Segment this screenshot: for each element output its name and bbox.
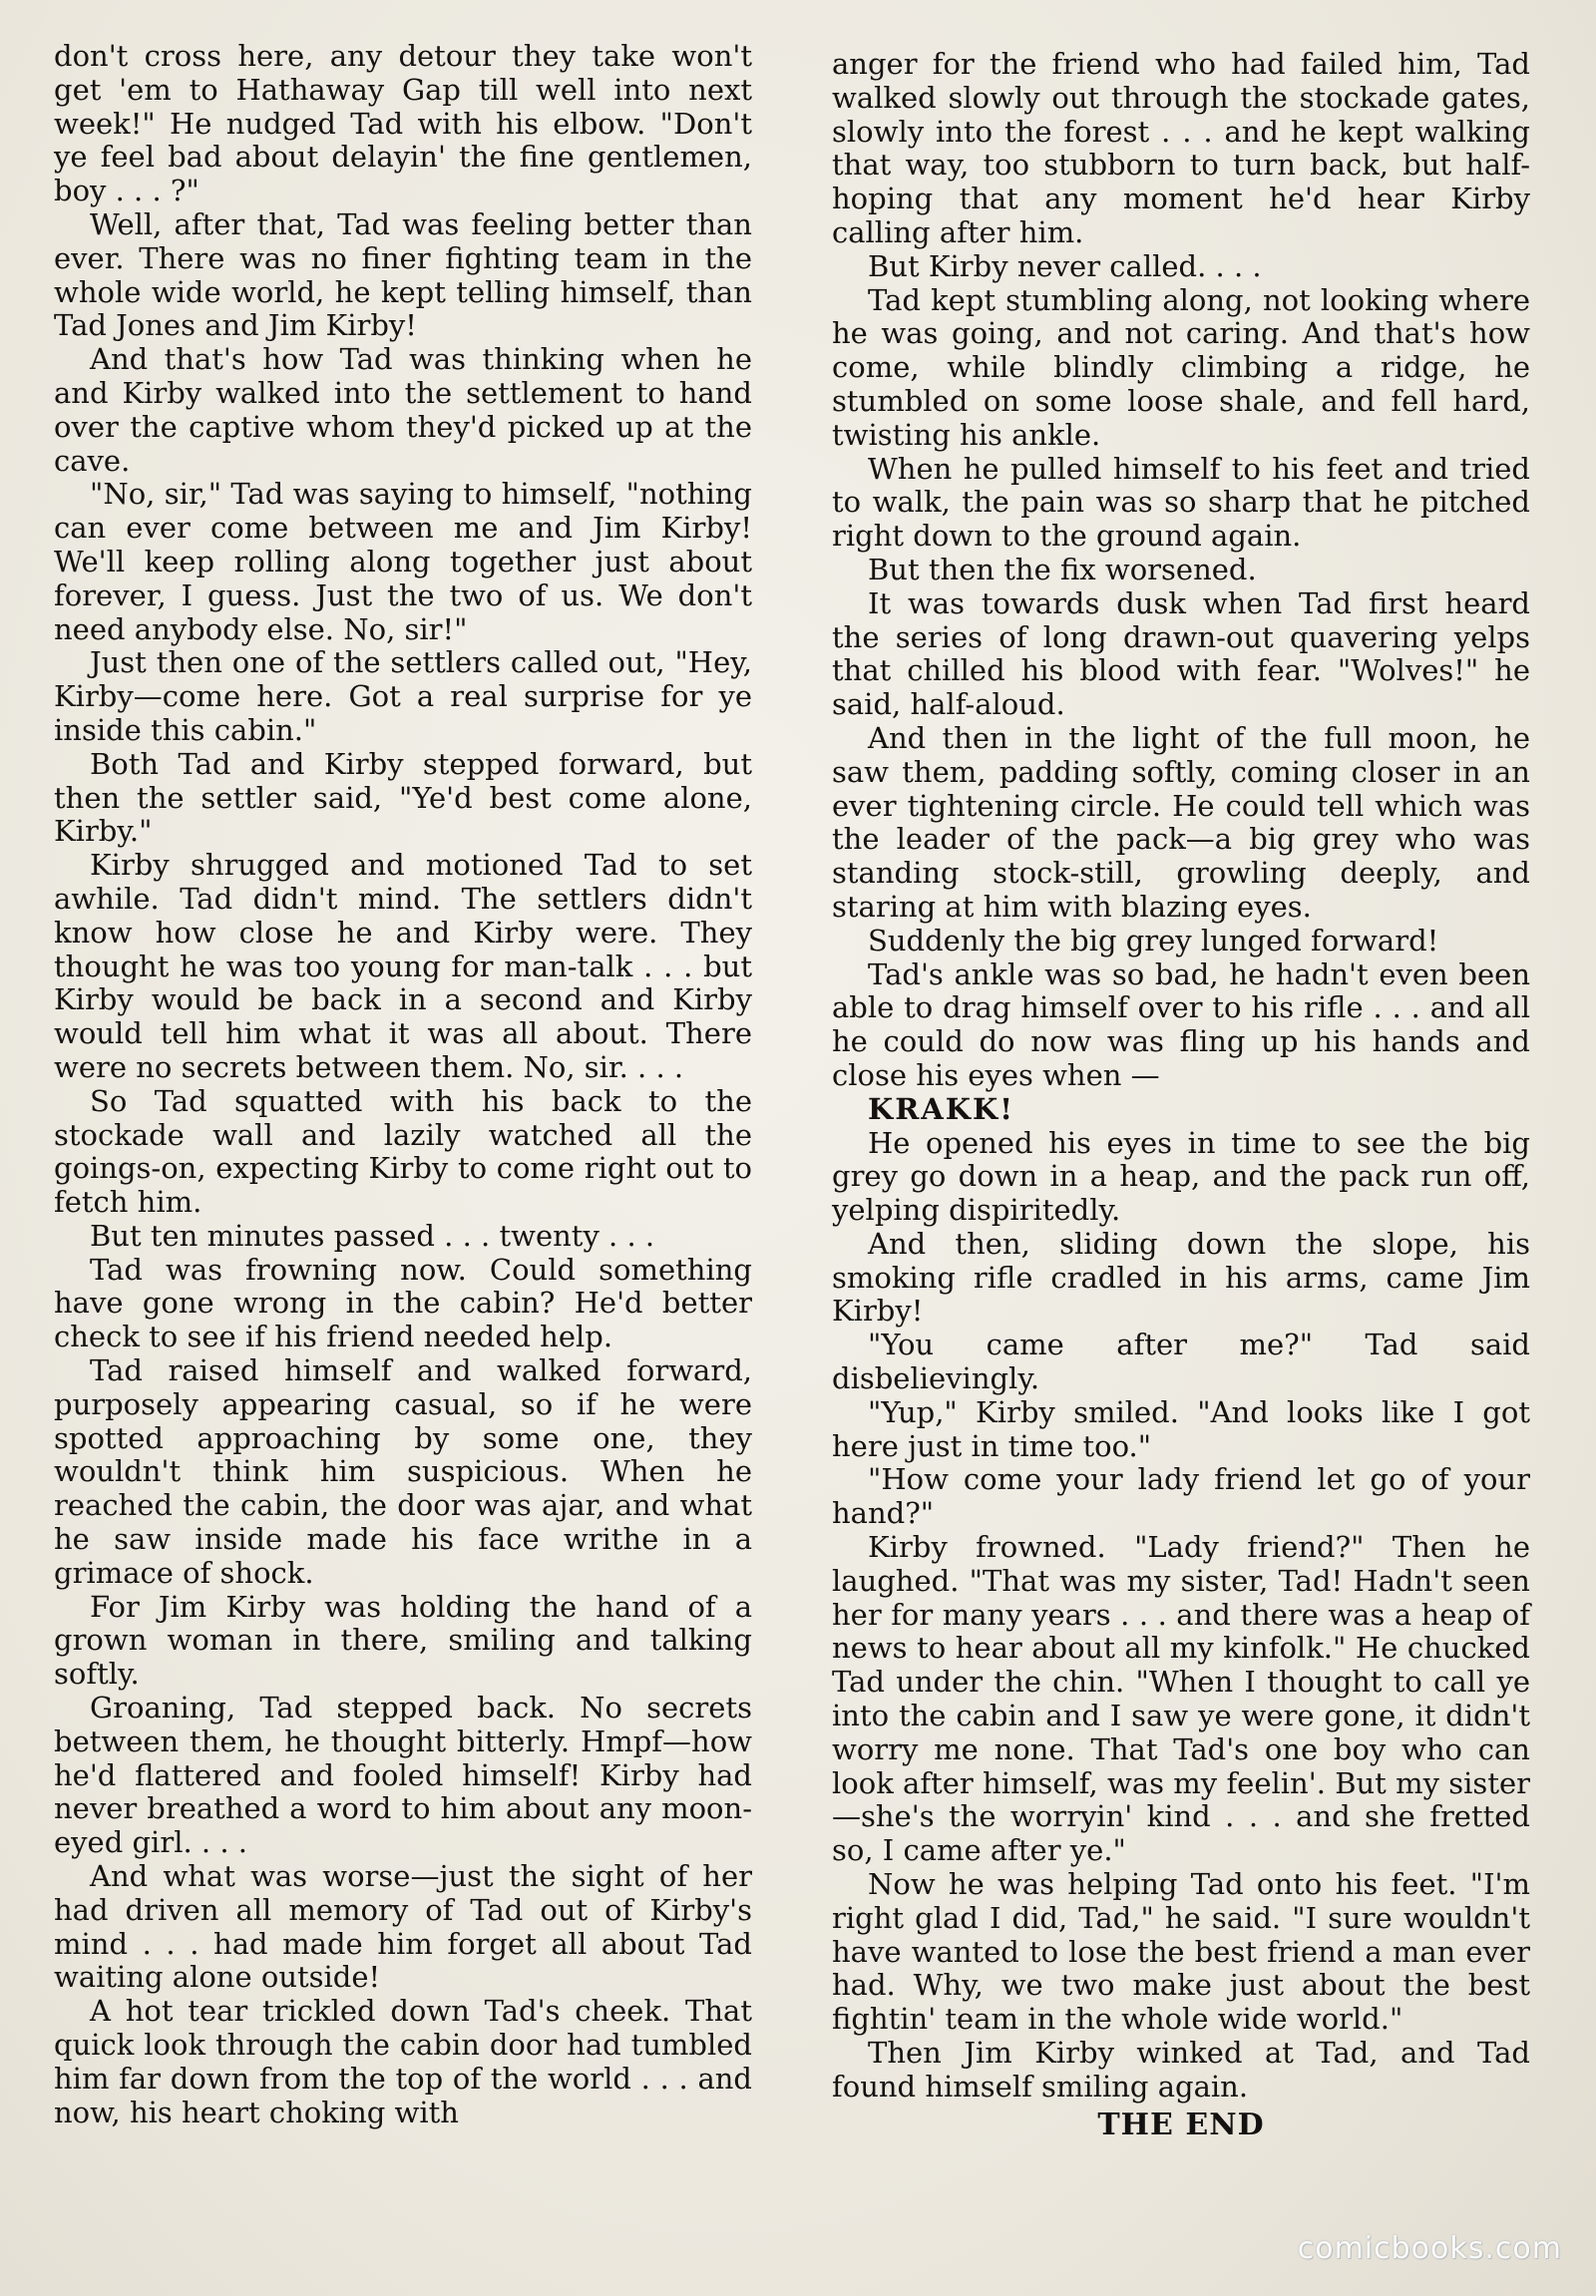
paragraph: Kirby shrugged and motioned Tad to set awhile. Tad didn't mind. The settlers didn't know how close he and Kirby were. They thought he was too young for man-talk . . . but Kirby would be back in a second and Kirby would tell him what it was all about. There were no secrets between them. No, sir. . . . (54, 848, 752, 1084)
paragraph: anger for the friend who had failed him, Tad walked slowly out through the stockade gates, slowly into the forest . . . and he kept walking that way, too stubborn to turn back, but half-hoping that any moment he'd hear Kirby calling after him. (832, 47, 1530, 249)
paragraph: So Tad squatted with his back to the stockade wall and lazily watched all the goings-on, expecting Kirby to come right out to fetch him. (54, 1083, 752, 1220)
paragraph: But Kirby never called. . . . (868, 248, 1262, 283)
paragraph: For Jim Kirby was holding the hand of a grown woman in there, smiling and talking softly. (54, 1589, 752, 1692)
paragraph: Tad raised himself and walked forward, purposely appearing casual, so if he were spotted approaching by some one, they wouldn't think him suspicious. When he reached the cabin, the door was ajar, and what he saw inside made his face writhe in a grimace of shock. (54, 1353, 752, 1590)
paragraph: "No, sir," Tad was saying to himself, "nothing can ever come between me and Jim Kirby! We'll keep rolling along together just about forever, I guess. Just the two of us. We don't need anybody else. No, sir!" (54, 477, 752, 646)
paragraph: Both Tad and Kirby stepped forward, but then the settler said, "Ye'd best come alone, Kirby." (54, 746, 752, 849)
site-watermark: comicbooks.com (1297, 2231, 1562, 2266)
paragraph: But then the fix worsened. (868, 552, 1257, 586)
paragraph: And what was worse—just the sight of her had driven all memory of Tad out of Kirby's mind . . . had made him forget all about Tad waiting alone outside! (54, 1859, 752, 1995)
paragraph: But ten minutes passed . . . twenty . . . (90, 1218, 655, 1253)
paragraph: "Yup," Kirby smiled. "And looks like I got here just in time too." (832, 1394, 1530, 1463)
paragraph: "You came after me?" Tad said disbelievingly. (832, 1328, 1530, 1396)
left-text-column (54, 40, 752, 2129)
paragraph: Just then one of the settlers called out, "Hey, Kirby—come here. Got a real surprise for ye inside this cabin." (54, 645, 752, 747)
paragraph: Tad was frowning now. Could something have gone wrong in the cabin? He'd better check to see if his friend needed help. (54, 1252, 752, 1354)
paragraph: Groaning, Tad stepped back. No secrets between them, he thought bitterly. Hmpf—how he'd flattered and fooled himself! Kirby had never breathed a word to him about any moon-eyed girl. . . . (54, 1691, 752, 1860)
paragraph: He opened his eyes in time to see the big grey go down in a heap, and the pack run off, yelping dispiritedly. (832, 1125, 1530, 1228)
paragraph: Now he was helping Tad onto his feet. "I'm right glad I did, Tad," he said. "I sure wouldn't have wanted to lose the best friend a man ever had. Why, we two make just about the best fightin' team in the whole wide world." (832, 1867, 1530, 2037)
the-end-label: THE END (1097, 2106, 1265, 2142)
paragraph: Then Jim Kirby winked at Tad, and Tad found himself smiling again. (832, 2036, 1530, 2104)
paragraph: "How come your lady friend let go of your hand?" (832, 1462, 1530, 1531)
paragraph: When he pulled himself to his feet and tried to walk, the pain was so sharp that he pitched right down to the ground again. (832, 451, 1530, 554)
paragraph: Suddenly the big grey lunged forward! (868, 923, 1439, 957)
paragraph: It was towards dusk when Tad first heard the series of long drawn-out quavering yelps that chilled his blood with fear. "Wolves!" he said, half-aloud. (832, 585, 1530, 722)
right-text-column (832, 48, 1530, 2141)
paragraph: Tad kept stumbling along, not looking where he was going, and not caring. And that's how come, while blindly climbing a ridge, he stumbled on some loose shale, and fell hard, twisting his ankle. (832, 282, 1530, 452)
paragraph: Well, after that, Tad was feeling better than ever. There was no finer fighting team in the whole wide world, he kept telling himself, than Tad Jones and Jim Kirby! (54, 206, 752, 343)
paragraph: A hot tear trickled down Tad's cheek. That quick look through the cabin door had tumbled him far down from the top of the world . . . and now, his heart choking with (54, 1994, 752, 2129)
paragraph: Tad's ankle was so bad, he hadn't even been able to drag himself over to his rifle . . . and all he could do now was fling up his hands and close his eyes when — (832, 957, 1530, 1092)
paragraph: Kirby frowned. "Lady friend?" Then he laughed. "That was my sister, Tad! Hadn't seen her for many years . . . and there was a heap of news to hear about all my kinfolk." He chucked Tad under the chin. "When I thought to call ye into the cabin and I saw ye were gone, it didn't worry me none. That Tad's one boy who can look after himself, was my feelin'. But my sister—she's the worryin' kind . . . and she fretted so, I came after ye." (832, 1530, 1530, 1868)
sound-effect-text: KRAKK! (868, 1091, 1014, 1126)
paragraph: And then in the light of the full moon, he saw them, padding softly, coming closer in an ever tightening circle. He could tell which was the leader of the pack—a big grey who was standing stock-still, growling deeply, and staring at him with blazing eyes. (832, 720, 1530, 924)
paragraph: And that's how Tad was thinking when he and Kirby walked into the settlement to hand over the captive whom they'd picked up at the cave. (54, 342, 752, 478)
paragraph: don't cross here, any detour they take won't get 'em to Hathaway Gap till well into next week!" He nudged Tad with his elbow. "Don't ye feel bad about delayin' the fine gentlemen, boy . . . ?" (54, 39, 752, 208)
paragraph: And then, sliding down the slope, his smoking rifle cradled in his arms, came Jim Kirby! (832, 1226, 1530, 1329)
